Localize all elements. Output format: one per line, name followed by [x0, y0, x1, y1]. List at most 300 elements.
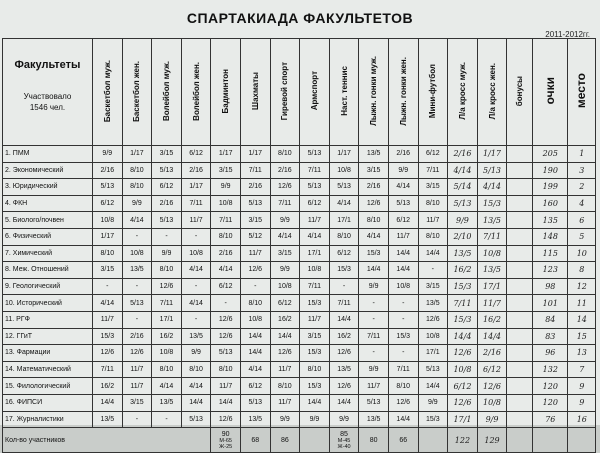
result-cell: 7/11 [300, 162, 330, 179]
result-cell: 14/4 [211, 394, 241, 411]
result-cell: 8/10 [122, 162, 152, 179]
result-cell: 7/11 [300, 278, 330, 295]
result-cell: - [388, 295, 418, 312]
result-cell: 11/7 [93, 311, 123, 328]
faculty-name: 7. Химический [3, 245, 93, 262]
result-cell: 1/17 [93, 228, 123, 245]
participants-label: Участвовало [23, 92, 72, 101]
tennis-total-w: Ж-40 [337, 443, 351, 450]
table-row [3, 345, 596, 362]
result-cell: 8/10 [418, 195, 448, 212]
result-cell: 7/11 [270, 195, 300, 212]
result-cell: 6/12 [329, 245, 359, 262]
faculty-name: 15. Филологический [3, 378, 93, 395]
result-cell: 10/8 [300, 262, 330, 279]
result-cell: 3/15 [300, 328, 330, 345]
result-cell: 17/1 [152, 311, 182, 328]
sport-header [329, 39, 359, 146]
result-cell: 14/4 [181, 394, 211, 411]
result-cell: - [388, 345, 418, 362]
result-cell: 13/5 [240, 411, 270, 428]
bonus-cell [507, 228, 533, 245]
result-cell: 11/7 [211, 378, 241, 395]
place-cell: 9 [568, 378, 596, 395]
place-cell: 1 [568, 146, 596, 163]
faculty-name: 14. Математический [3, 361, 93, 378]
result-cell: 7/11 [418, 162, 448, 179]
result-cell: 5/13 [93, 179, 123, 196]
result-cell: 8/10 [270, 378, 300, 395]
place-cell: 8 [568, 262, 596, 279]
result-cell: 9/9 [181, 345, 211, 362]
result-cell: 14/4 [329, 311, 359, 328]
result-cell: 6/12 [181, 146, 211, 163]
participants-count-label [3, 91, 92, 113]
faculty-name: 5. Биолого/почвен [3, 212, 93, 229]
header-label: Наст. теннис [339, 66, 349, 116]
header-label: Армспорт [309, 71, 319, 111]
result-cell: 8/10 [211, 228, 241, 245]
result-cell: 14/4 [93, 394, 123, 411]
bonus-cell [507, 278, 533, 295]
result-cell: 7/11 [211, 212, 241, 229]
result-cell: 9/9 [359, 278, 389, 295]
result-cell: 12/6 [122, 345, 152, 362]
result-cell: 8/10 [329, 228, 359, 245]
bonus-cell [507, 195, 533, 212]
table-row [3, 162, 596, 179]
result-cell: 11/7 [270, 361, 300, 378]
result-cell: 8/10 [152, 361, 182, 378]
result-cell: 7/11 [181, 195, 211, 212]
bonus-cell [507, 345, 533, 362]
cross-result-cell: 5/14 [448, 179, 478, 196]
cross-result-cell: 6/12 [448, 378, 478, 395]
place-cell: 7 [568, 361, 596, 378]
result-cell: 3/15 [122, 394, 152, 411]
place-header [568, 39, 596, 146]
result-cell: 10/8 [122, 245, 152, 262]
result-cell: 11/7 [270, 394, 300, 411]
sport-header [359, 39, 389, 146]
result-cell: 15/3 [388, 328, 418, 345]
cross-result-cell: 9/9 [448, 212, 478, 229]
result-cell: 2/16 [359, 179, 389, 196]
result-cell: 12/6 [388, 394, 418, 411]
result-cell: 9/9 [300, 411, 330, 428]
result-cell: 5/13 [122, 295, 152, 312]
cross-result-cell: 16/2 [448, 262, 478, 279]
sport-header [93, 39, 123, 146]
result-cell: 1/17 [181, 179, 211, 196]
result-cell: 14/4 [388, 411, 418, 428]
result-cell: 9/9 [211, 179, 241, 196]
result-cell: - [122, 311, 152, 328]
bonus-total [507, 428, 533, 453]
result-cell: 12/6 [211, 411, 241, 428]
result-cell: 4/14 [359, 228, 389, 245]
ski-women-total: 66 [388, 428, 418, 453]
result-cell: 4/14 [270, 228, 300, 245]
cross-result-cell: 16/2 [477, 311, 507, 328]
result-cell: 10/8 [418, 328, 448, 345]
header-label: Мини-футбол [428, 63, 438, 119]
result-cell: 12/6 [359, 195, 389, 212]
result-cell: 9/9 [270, 212, 300, 229]
bonus-cell [507, 411, 533, 428]
result-cell: 5/13 [181, 411, 211, 428]
result-cell: - [122, 278, 152, 295]
bonus-cell [507, 179, 533, 196]
result-cell: 16/2 [329, 328, 359, 345]
points-cell: 101 [533, 295, 568, 312]
place-cell: 12 [568, 278, 596, 295]
faculty-name: 3. Юридический [3, 179, 93, 196]
points-cell: 98 [533, 278, 568, 295]
cross-result-cell: 15/3 [448, 278, 478, 295]
result-cell: 14/4 [270, 328, 300, 345]
result-cell: - [93, 278, 123, 295]
place-cell: 11 [568, 295, 596, 312]
result-cell: 15/3 [359, 245, 389, 262]
result-cell: 15/3 [300, 378, 330, 395]
faculty-name: 9. Геологический [3, 278, 93, 295]
cross-result-cell: 13/5 [477, 262, 507, 279]
result-cell: 2/16 [152, 195, 182, 212]
result-cell: 12/6 [211, 328, 241, 345]
futsal-total [418, 428, 448, 453]
result-cell: 3/15 [240, 212, 270, 229]
participants-total-label: Кол-во участников [3, 428, 211, 453]
cross-result-cell: 10/8 [448, 361, 478, 378]
faculty-name: 2. Экономический [3, 162, 93, 179]
result-cell: 7/11 [240, 162, 270, 179]
table-row [3, 228, 596, 245]
result-cell: 15/3 [300, 295, 330, 312]
bonus-cell [507, 394, 533, 411]
result-cell: - [359, 295, 389, 312]
result-cell: - [152, 411, 182, 428]
result-cell: 10/8 [388, 278, 418, 295]
table-row [3, 311, 596, 328]
cross-result-cell: 7/11 [448, 295, 478, 312]
faculty-name: 11. РГФ [3, 311, 93, 328]
place-cell: 9 [568, 394, 596, 411]
result-cell: 8/10 [211, 361, 241, 378]
faculty-header [3, 39, 93, 146]
place-cell: 10 [568, 245, 596, 262]
result-cell: 12/6 [211, 311, 241, 328]
cross-result-cell: 17/1 [477, 278, 507, 295]
result-cell: 12/6 [93, 345, 123, 362]
result-cell: - [122, 411, 152, 428]
result-cell: 14/4 [388, 262, 418, 279]
faculty-name: 13. Фармации [3, 345, 93, 362]
result-cell: 13/5 [122, 262, 152, 279]
result-cell: 9/9 [418, 394, 448, 411]
result-cell: - [122, 228, 152, 245]
points-cell: 148 [533, 228, 568, 245]
result-cell: - [359, 345, 389, 362]
result-cell: - [181, 228, 211, 245]
place-cell: 16 [568, 411, 596, 428]
cross-result-cell: 4/14 [477, 179, 507, 196]
bonus-header [507, 39, 533, 146]
header-label: Л/а кросс муж. [457, 62, 467, 120]
result-cell: - [388, 311, 418, 328]
result-cell: 14/4 [359, 262, 389, 279]
result-cell: 6/12 [300, 195, 330, 212]
result-cell: 9/9 [152, 245, 182, 262]
tennis-total [329, 428, 359, 453]
badminton-total-w: Ж-25 [219, 443, 233, 450]
header-label: Баскетбол муж. [102, 59, 112, 123]
header-label: Бадминтон [221, 68, 231, 114]
sport-header [270, 39, 300, 146]
page-title: СПАРТАКИАДА ФАКУЛЬТЕТОВ [186, 10, 414, 26]
result-cell: 4/14 [181, 262, 211, 279]
cross-result-cell: 1/17 [477, 146, 507, 163]
result-cell: 3/15 [93, 262, 123, 279]
table-row [3, 295, 596, 312]
bonus-cell [507, 328, 533, 345]
cross-result-cell: 10/8 [477, 245, 507, 262]
result-cell: 12/6 [418, 311, 448, 328]
header-label: очки [542, 77, 557, 105]
result-cell: 4/14 [300, 228, 330, 245]
result-cell: 10/8 [240, 311, 270, 328]
header-label: бонусы [515, 75, 525, 107]
result-cell: 9/9 [388, 162, 418, 179]
bonus-cell [507, 311, 533, 328]
result-cell: 4/14 [388, 179, 418, 196]
result-cell: 4/14 [122, 212, 152, 229]
result-cell: 3/15 [152, 146, 182, 163]
cross-result-cell: 5/13 [477, 162, 507, 179]
result-cell: 8/10 [359, 212, 389, 229]
result-cell: 8/10 [418, 228, 448, 245]
sport-header [418, 39, 448, 146]
bonus-cell [507, 295, 533, 312]
table-row [3, 262, 596, 279]
result-cell: 6/12 [152, 179, 182, 196]
place-cell: 4 [568, 195, 596, 212]
cross-result-cell: 17/1 [448, 411, 478, 428]
result-cell: 1/17 [211, 146, 241, 163]
result-cell: 14/4 [300, 394, 330, 411]
result-cell: 13/5 [93, 411, 123, 428]
result-cell: 6/12 [211, 278, 241, 295]
header-label: Л/а кросс жен. [487, 62, 497, 120]
result-cell: 10/8 [270, 278, 300, 295]
result-cell: - [329, 278, 359, 295]
cross-result-cell: 13/5 [477, 212, 507, 229]
sport-header [122, 39, 152, 146]
result-cell: 3/15 [359, 162, 389, 179]
result-cell: 17/1 [300, 245, 330, 262]
result-cell: 8/10 [181, 361, 211, 378]
result-cell: 8/10 [240, 295, 270, 312]
cross-result-cell: 15/3 [448, 311, 478, 328]
result-cell: 15/3 [93, 328, 123, 345]
result-cell: 8/10 [152, 262, 182, 279]
result-cell: 1/17 [329, 146, 359, 163]
result-cell: 5/13 [240, 195, 270, 212]
result-cell: 5/13 [300, 146, 330, 163]
points-cell: 115 [533, 245, 568, 262]
result-cell: 2/16 [122, 328, 152, 345]
header-row [3, 39, 596, 146]
result-cell: 16/2 [152, 328, 182, 345]
header-label: Лыжн. гонки муж. [369, 56, 379, 126]
tennis-total-m: М-45 [337, 437, 351, 444]
cross-result-cell: 14/4 [448, 328, 478, 345]
result-cell: 11/7 [418, 212, 448, 229]
table-row [3, 245, 596, 262]
result-cell: 15/3 [300, 345, 330, 362]
header-label: Волейбол жен. [191, 61, 201, 121]
header-label: Волейбол муж. [161, 61, 171, 121]
faculty-name: 6. Физический [3, 228, 93, 245]
cross-result-cell: 14/4 [477, 328, 507, 345]
place-cell: 3 [568, 162, 596, 179]
bonus-cell [507, 146, 533, 163]
result-cell: 9/9 [93, 146, 123, 163]
result-cell: 5/13 [329, 179, 359, 196]
results-body [3, 146, 596, 453]
table-row [3, 328, 596, 345]
place-cell: 2 [568, 179, 596, 196]
points-header [533, 39, 568, 146]
result-cell: 9/9 [359, 361, 389, 378]
result-cell: 13/5 [418, 295, 448, 312]
result-cell: 8/10 [388, 378, 418, 395]
participants-value: 1546 чел. [29, 103, 66, 112]
table-row [3, 179, 596, 196]
result-cell: 5/13 [300, 179, 330, 196]
result-cell: 4/14 [152, 378, 182, 395]
result-cell: 7/11 [359, 328, 389, 345]
table-row [3, 146, 596, 163]
result-cell: 3/15 [211, 162, 241, 179]
result-cell: - [181, 311, 211, 328]
table-row [3, 378, 596, 395]
faculty-name: 17. Журналистики [3, 411, 93, 428]
cross-result-cell: 15/3 [477, 195, 507, 212]
result-cell: 14/4 [418, 245, 448, 262]
faculty-name: 4. ФКН [3, 195, 93, 212]
result-cell: 5/13 [211, 345, 241, 362]
result-cell: 9/9 [270, 411, 300, 428]
result-cell: 1/17 [240, 146, 270, 163]
points-cell: 84 [533, 311, 568, 328]
result-cell: 10/8 [329, 162, 359, 179]
result-cell: 16/2 [93, 378, 123, 395]
kettlebell-total: 86 [270, 428, 300, 453]
result-cell: 11/7 [181, 212, 211, 229]
result-cell: - [359, 311, 389, 328]
table-row [3, 212, 596, 229]
header-label: Шахматы [250, 72, 260, 110]
result-cell: 2/16 [181, 162, 211, 179]
points-total [533, 428, 568, 453]
badminton-total-total: 90 [221, 430, 230, 438]
result-cell: 4/14 [329, 195, 359, 212]
cross-result-cell: 2/16 [477, 345, 507, 362]
participants-total-row [3, 428, 596, 453]
points-cell: 123 [533, 262, 568, 279]
faculty-name: 1. ПММ [3, 146, 93, 163]
sport-header [477, 39, 507, 146]
points-cell: 120 [533, 378, 568, 395]
result-cell: 17/1 [418, 345, 448, 362]
result-cell: 17/1 [329, 212, 359, 229]
result-cell: 14/4 [388, 245, 418, 262]
result-cell: 3/15 [418, 179, 448, 196]
result-cell: 5/13 [152, 212, 182, 229]
result-cell: 9/9 [270, 262, 300, 279]
sport-header [300, 39, 330, 146]
cross-result-cell: 9/9 [477, 411, 507, 428]
result-cell: - [240, 278, 270, 295]
result-cell: 6/12 [240, 378, 270, 395]
cross-result-cell: 10/8 [477, 394, 507, 411]
bonus-cell [507, 378, 533, 395]
result-cell: 8/10 [122, 179, 152, 196]
result-cell: 5/13 [418, 361, 448, 378]
place-total [568, 428, 596, 453]
cross-result-cell: 13/5 [448, 245, 478, 262]
result-cell: 11/7 [388, 228, 418, 245]
result-cell: 12/6 [329, 345, 359, 362]
bonus-cell [507, 361, 533, 378]
result-cell: 13/5 [359, 146, 389, 163]
cross-result-cell: 2/10 [448, 228, 478, 245]
place-cell: 14 [568, 311, 596, 328]
chess-total: 68 [240, 428, 270, 453]
badminton-total-m: М-65 [219, 437, 232, 444]
points-cell: 83 [533, 328, 568, 345]
result-cell: 2/16 [388, 146, 418, 163]
result-cell: 6/12 [388, 212, 418, 229]
result-cell: 4/14 [181, 295, 211, 312]
place-cell: 6 [568, 212, 596, 229]
cross-result-cell: 2/16 [448, 146, 478, 163]
faculty-name: 10. Исторический [3, 295, 93, 312]
result-cell: - [181, 278, 211, 295]
cross-women-total: 129 [477, 428, 507, 453]
result-cell: 14/4 [240, 345, 270, 362]
header-label: Гиревой спорт [280, 61, 290, 121]
result-cell: 11/7 [122, 378, 152, 395]
sport-header [240, 39, 270, 146]
result-cell: 2/16 [211, 245, 241, 262]
points-cell: 160 [533, 195, 568, 212]
cross-result-cell: 12/6 [477, 378, 507, 395]
place-cell: 5 [568, 228, 596, 245]
result-cell: 12/6 [240, 262, 270, 279]
result-cell: 4/14 [211, 262, 241, 279]
result-cell: 9/9 [122, 195, 152, 212]
cross-result-cell: 11/7 [477, 295, 507, 312]
result-cell: 9/9 [329, 411, 359, 428]
result-cell: 4/14 [93, 295, 123, 312]
result-cell: 2/16 [93, 162, 123, 179]
result-cell: 7/11 [93, 361, 123, 378]
result-cell: 4/14 [240, 361, 270, 378]
result-cell: 14/4 [418, 378, 448, 395]
points-cell: 135 [533, 212, 568, 229]
